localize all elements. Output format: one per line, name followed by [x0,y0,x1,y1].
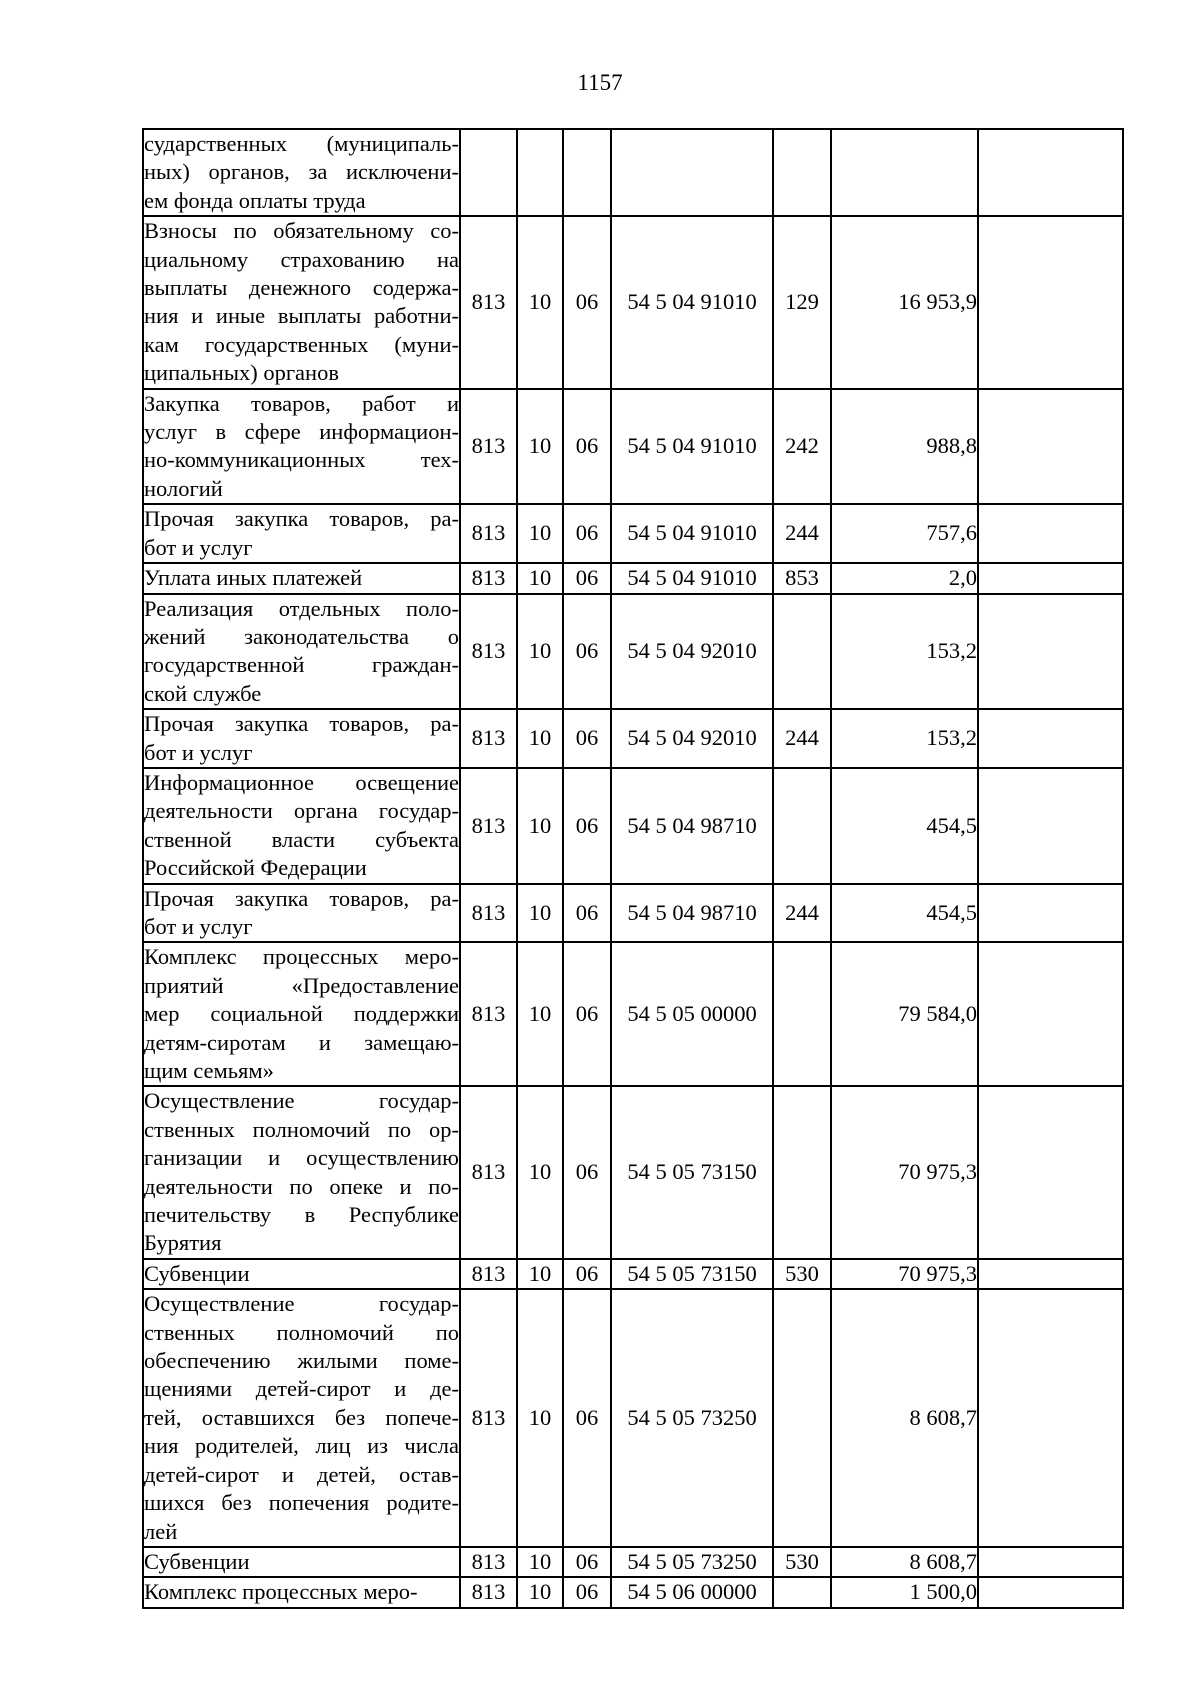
target-article-cell: 54 5 04 98710 [611,884,773,943]
expense-name-line: ганизации и осуществлению [144,1145,459,1171]
empty-column-cell [978,768,1123,884]
department-code-cell: 813 [460,216,517,388]
expense-name-line: Информационное освещение [144,769,459,795]
amount-cell: 454,5 [831,884,978,943]
expense-name-line: Реализация отдельных поло- [144,595,459,621]
section-code-cell: 10 [517,709,563,768]
subsection-code-cell: 06 [563,563,611,593]
table-row [143,884,1123,943]
target-article-cell: 54 5 05 00000 [611,942,773,1086]
budget-table [142,128,1124,1609]
target-article-cell: 54 5 04 91010 [611,389,773,505]
expense-name-cell [143,1086,460,1258]
expense-type-cell: 530 [773,1259,831,1289]
subsection-code-cell: 06 [563,942,611,1086]
expense-type-cell [773,1289,831,1547]
empty-column-cell [978,594,1123,710]
empty-column-cell [978,942,1123,1086]
expense-type-cell [773,1086,831,1258]
target-article-cell: 54 5 04 91010 [611,504,773,563]
table-row [143,1289,1123,1547]
expense-name-cell [143,389,460,505]
amount-cell: 757,6 [831,504,978,563]
amount-cell: 79 584,0 [831,942,978,1086]
expense-name-cell [143,594,460,710]
expense-name-line: щим семьям» [144,1058,274,1083]
expense-name-line: ния и иные выплаты работни- [144,303,459,329]
table-row [143,216,1123,388]
expense-name-line: Осуществление государ- [144,1291,459,1317]
expense-name-line: Осуществление государ- [144,1088,459,1114]
subsection-code-cell [563,129,611,216]
amount-cell: 8 608,7 [831,1547,978,1577]
expense-name-cell [143,942,460,1086]
empty-column-cell [978,1577,1123,1607]
department-code-cell: 813 [460,1547,517,1577]
department-code-cell: 813 [460,1577,517,1607]
expense-name-line: Субвенции [144,1548,250,1574]
expense-name-cell [143,768,460,884]
expense-name-line: тей, оставшихся без попече- [144,1404,459,1430]
expense-name-cell [143,709,460,768]
expense-type-cell [773,594,831,710]
table-row [143,594,1123,710]
expense-name-line: услуг в сфере информацион- [144,419,459,445]
amount-cell [831,129,978,216]
subsection-code-cell: 06 [563,1547,611,1577]
expense-name-line: Субвенции [144,1260,250,1286]
subsection-code-cell: 06 [563,216,611,388]
expense-name-line: обеспечению жилыми поме- [144,1348,459,1374]
page-number: 1157 [577,70,623,95]
expense-type-cell: 242 [773,389,831,505]
expense-name-line: ных) органов, за исключени- [144,159,459,185]
table-row [143,1547,1123,1577]
department-code-cell: 813 [460,594,517,710]
subsection-code-cell: 06 [563,709,611,768]
subsection-code-cell: 06 [563,1577,611,1607]
expense-name-cell [143,216,460,388]
target-article-cell: 54 5 04 92010 [611,594,773,710]
expense-name-line: Бурятия [144,1230,222,1256]
expense-type-cell: 129 [773,216,831,388]
expense-type-cell: 244 [773,504,831,563]
expense-name-line: Прочая закупка товаров, ра- [144,885,459,911]
section-code-cell: 10 [517,1547,563,1577]
empty-column-cell [978,563,1123,593]
empty-column-cell [978,216,1123,388]
empty-column-cell [978,389,1123,505]
expense-name-line: Российской Федерации [144,855,367,881]
expense-type-cell [773,1577,831,1607]
expense-name-line: Взносы по обязательному со- [144,218,459,244]
department-code-cell: 813 [460,942,517,1086]
section-code-cell: 10 [517,594,563,710]
expense-type-cell [773,129,831,216]
expense-type-cell: 244 [773,709,831,768]
amount-cell: 1 500,0 [831,1577,978,1607]
expense-name-line: ственных полномочий по [144,1319,459,1345]
empty-column-cell [978,504,1123,563]
section-code-cell: 10 [517,884,563,943]
expense-name-cell [143,1577,460,1607]
table-row [143,1086,1123,1258]
expense-name-line: печительству в Республике [144,1202,459,1228]
table-body [143,129,1123,1608]
expense-name-line: ственных полномочий по ор- [144,1116,459,1142]
expense-name-line: бот и услуг [144,739,253,765]
department-code-cell: 813 [460,1289,517,1547]
department-code-cell: 813 [460,389,517,505]
expense-name-line: ния родителей, лиц из числа [144,1433,459,1459]
section-code-cell [517,129,563,216]
table-row [143,942,1123,1086]
expense-name-line: бот и услуг [144,913,253,939]
section-code-cell: 10 [517,216,563,388]
expense-name-line: сударственных (муниципаль- [144,131,459,156]
table-row [143,1259,1123,1289]
department-code-cell: 813 [460,504,517,563]
expense-type-cell [773,942,831,1086]
subsection-code-cell: 06 [563,884,611,943]
expense-name-line: шихся без попечения родите- [144,1490,459,1516]
expense-name-line: лей [144,1518,178,1544]
target-article-cell: 54 5 05 73150 [611,1086,773,1258]
expense-name-line: детям-сиротам и замещаю- [144,1029,459,1055]
empty-column-cell [978,1289,1123,1547]
target-article-cell: 54 5 04 92010 [611,709,773,768]
empty-column-cell [978,884,1123,943]
target-article-cell: 54 5 06 00000 [611,1577,773,1607]
empty-column-cell [978,709,1123,768]
expense-name-cell [143,563,460,593]
amount-cell: 70 975,3 [831,1086,978,1258]
table-row [143,768,1123,884]
empty-column-cell [978,1086,1123,1258]
expense-name-line: ем фонда оплаты труда [144,187,366,213]
expense-name-line: бот и услуг [144,534,253,560]
table-row [143,389,1123,505]
table-row [143,709,1123,768]
empty-column-cell [978,129,1123,216]
expense-type-cell [773,768,831,884]
table-row [143,1577,1123,1607]
section-code-cell: 10 [517,563,563,593]
expense-name-line: циальному страхованию на [144,246,459,272]
department-code-cell: 813 [460,1259,517,1289]
section-code-cell: 10 [517,1259,563,1289]
expense-name-line: Закупка товаров, работ и [144,390,459,416]
expense-name-line: Прочая закупка товаров, ра- [144,506,459,532]
expense-name-cell [143,884,460,943]
expense-name-line: деятельности органа государ- [144,798,459,824]
amount-cell: 70 975,3 [831,1259,978,1289]
empty-column-cell [978,1259,1123,1289]
expense-name-line: Комплекс процессных меро- [144,944,459,970]
section-code-cell: 10 [517,768,563,884]
department-code-cell: 813 [460,709,517,768]
section-code-cell: 10 [517,1289,563,1547]
expense-name-line: нологий [144,475,223,501]
section-code-cell: 10 [517,942,563,1086]
expense-name-line: государственной граждан- [144,652,459,678]
table-row [143,563,1123,593]
department-code-cell: 813 [460,768,517,884]
expense-name-line: детей-сирот и детей, остав- [144,1461,459,1487]
department-code-cell: 813 [460,884,517,943]
subsection-code-cell: 06 [563,389,611,505]
expense-name-cell [143,129,460,216]
expense-type-cell: 244 [773,884,831,943]
target-article-cell: 54 5 05 73250 [611,1547,773,1577]
expense-type-cell: 853 [773,563,831,593]
empty-column-cell [978,1547,1123,1577]
subsection-code-cell: 06 [563,768,611,884]
department-code-cell: 813 [460,1086,517,1258]
amount-cell: 153,2 [831,709,978,768]
subsection-code-cell: 06 [563,594,611,710]
expense-name-line: кам государственных (муни- [144,331,459,357]
target-article-cell: 54 5 04 98710 [611,768,773,884]
subsection-code-cell: 06 [563,504,611,563]
expense-name-line: ципальных) органов [144,360,339,386]
amount-cell: 454,5 [831,768,978,884]
amount-cell: 16 953,9 [831,216,978,388]
table-row [143,129,1123,216]
subsection-code-cell: 06 [563,1259,611,1289]
target-article-cell: 54 5 04 91010 [611,563,773,593]
section-code-cell: 10 [517,389,563,505]
department-code-cell: 813 [460,563,517,593]
expense-name-line: щениями детей-сирот и де- [144,1376,459,1402]
amount-cell: 988,8 [831,389,978,505]
amount-cell: 2,0 [831,563,978,593]
table-row [143,504,1123,563]
amount-cell: 8 608,7 [831,1289,978,1547]
expense-name-line: деятельности по опеке и по- [144,1173,459,1199]
expense-name-line: Прочая закупка товаров, ра- [144,711,459,737]
expense-name-line: Уплата иных платежей [144,565,363,591]
expense-name-line: мер социальной поддержки [144,1001,459,1027]
expense-name-cell [143,1289,460,1547]
department-code-cell [460,129,517,216]
expense-name-cell [143,1547,460,1577]
expense-type-cell: 530 [773,1547,831,1577]
amount-cell: 153,2 [831,594,978,710]
expense-name-line: ственной власти субъекта [144,826,459,852]
target-article-cell [611,129,773,216]
expense-name-line: но-коммуникационных тех- [144,447,459,473]
subsection-code-cell: 06 [563,1289,611,1547]
target-article-cell: 54 5 05 73150 [611,1259,773,1289]
expense-name-line: приятий «Предоставление [144,972,459,998]
expense-name-line: ской службе [144,680,262,706]
expense-name-line: выплаты денежного содержа- [144,275,459,301]
section-code-cell: 10 [517,1086,563,1258]
section-code-cell: 10 [517,504,563,563]
target-article-cell: 54 5 04 91010 [611,216,773,388]
section-code-cell: 10 [517,1577,563,1607]
expense-name-line: жений законодательства о [144,623,459,649]
target-article-cell: 54 5 05 73250 [611,1289,773,1547]
expense-name-cell [143,504,460,563]
expense-name-cell [143,1259,460,1289]
expense-name-line: Комплекс процессных меро- [144,1579,418,1605]
subsection-code-cell: 06 [563,1086,611,1258]
